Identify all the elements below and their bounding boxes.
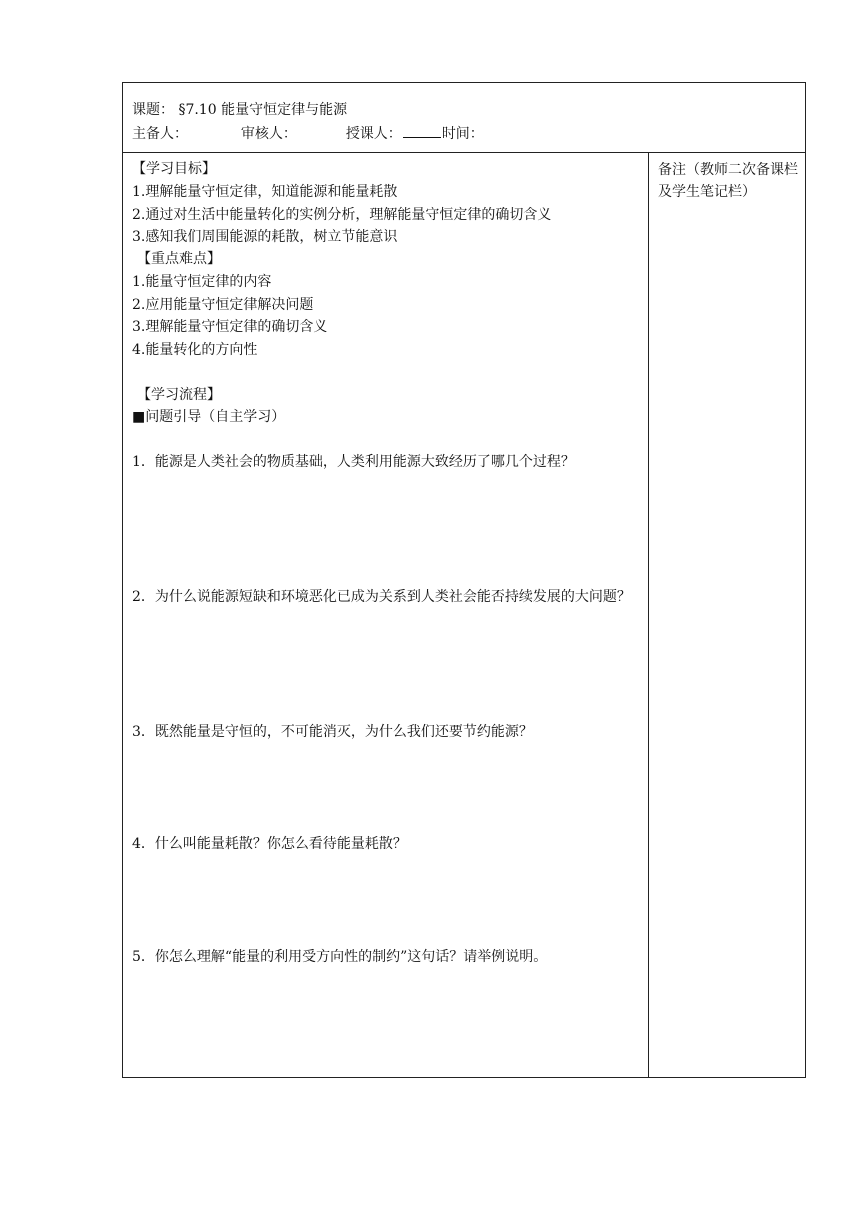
header-cell	[123, 83, 805, 153]
staff-line	[132, 123, 484, 144]
question-item: 2．为什么说能源短缺和环境恶化已成为关系到人类社会能否持续发展的大问题？	[132, 589, 631, 605]
goal-item: 3.感知我们周围能源的耗散，树立节能意识	[132, 229, 398, 245]
goal-item: 2.通过对生活中能量转化的实例分析，理解能量守恒定律的确切含义	[132, 207, 552, 223]
key-point-item: 1.能量守恒定律的内容	[132, 274, 272, 290]
topic-value: §7.10 能量守恒定律与能源	[178, 102, 348, 118]
topic-label: 课题：	[132, 102, 174, 118]
lesson-plan-table	[122, 82, 806, 1078]
question-item: 5．你怎么理解“能量的利用受方向性的制约”这句话？请举例说明。	[132, 949, 548, 965]
goal-item: 1.理解能量守恒定律，知道能源和能量耗散	[132, 184, 398, 200]
key-points-heading: 【重点难点】	[137, 251, 221, 267]
question-item: 3．既然能量是守恒的，不可能消灭，为什么我们还要节约能源？	[132, 724, 533, 740]
lecturer-blank-line	[403, 123, 441, 138]
process-heading: 【学习流程】	[137, 387, 221, 403]
lecturer-label: 授课人：	[345, 126, 402, 142]
main-content-cell	[123, 153, 649, 1078]
key-point-item: 3.理解能量守恒定律的确切含义	[132, 319, 328, 335]
time-label: 时间：	[441, 126, 484, 142]
question-item: 4．什么叫能量耗散？你怎么看待能量耗散？	[132, 836, 407, 852]
preparer-label: 主备人：	[132, 126, 188, 142]
question-item: 1．能源是人类社会的物质基础，人类利用能源大致经历了哪几个过程？	[132, 454, 575, 470]
notes-column-cell	[649, 153, 805, 1078]
key-point-item: 4.能量转化的方向性	[132, 342, 258, 358]
key-point-item: 2.应用能量守恒定律解决问题	[132, 297, 314, 313]
process-subheading: ■问题引导（自主学习）	[132, 409, 286, 425]
goals-heading: 【学习目标】	[132, 161, 216, 177]
reviewer-label: 审核人：	[240, 126, 297, 142]
topic-line	[132, 100, 347, 120]
notes-column-label: 备注（教师二次备课栏及学生笔记栏）	[658, 162, 798, 200]
